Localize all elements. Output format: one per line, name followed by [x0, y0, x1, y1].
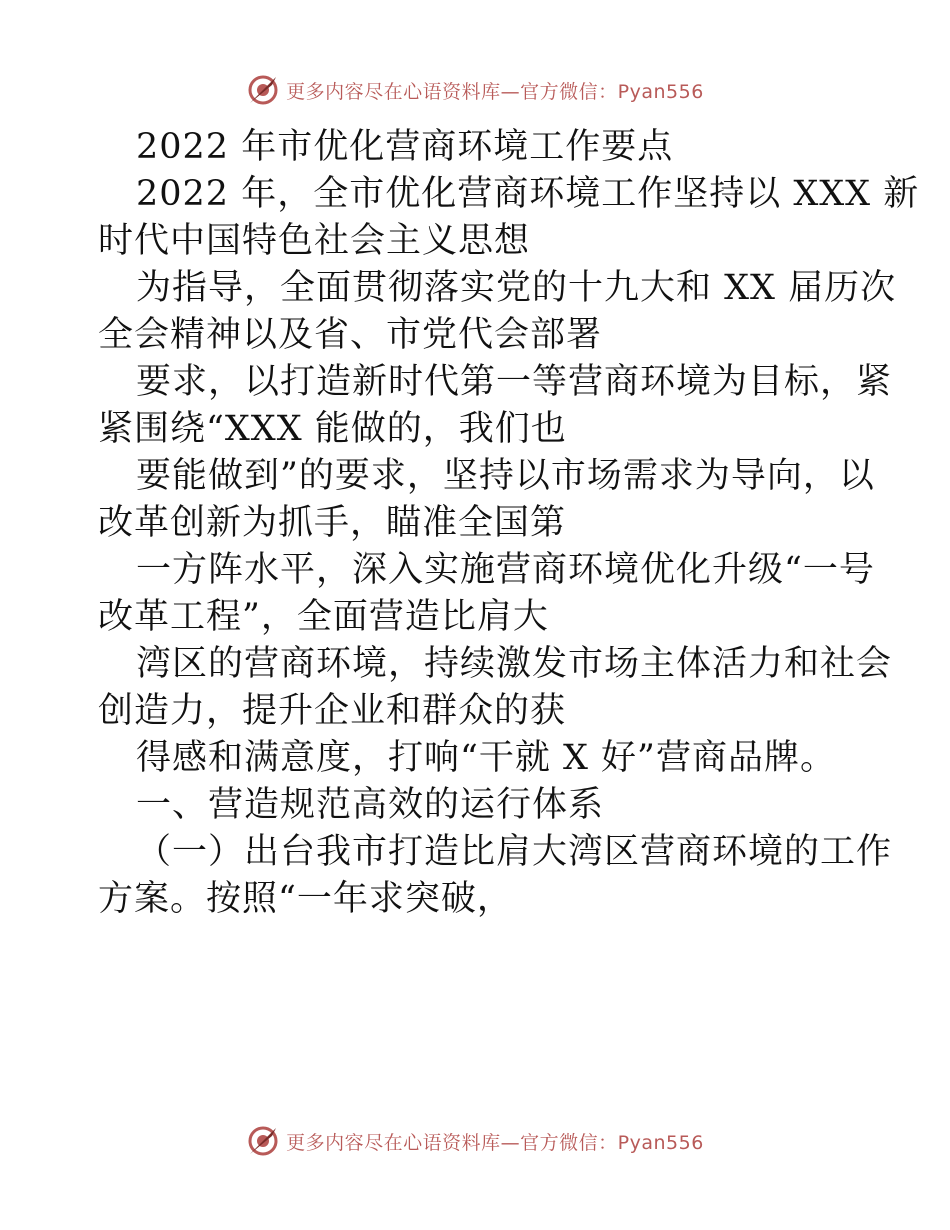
- text-line: 要能做到”的要求，坚持以市场需求为导向，以: [136, 456, 875, 496]
- watermark-text: 更多内容尽在心语资料库—官方微信：Pyan556: [286, 1131, 704, 1154]
- pen-logo-icon: [246, 73, 280, 107]
- text-line: 2022 年，全市优化营商环境工作坚持以 XXX 新: [136, 174, 920, 214]
- pen-logo-icon: [246, 1124, 280, 1158]
- watermark-text: 更多内容尽在心语资料库—官方微信：Pyan556: [286, 80, 704, 103]
- text-line: 为指导，全面贯彻落实党的十九大和 XX 届历次: [136, 268, 897, 308]
- text-line: 湾区的营商环境，持续激发市场主体活力和社会: [136, 644, 893, 684]
- document-body: [98, 124, 920, 923]
- text-line: 改革工程”，全面营造比肩大: [98, 597, 549, 637]
- text-line: （一）出台我市打造比肩大湾区营商环境的工作: [136, 832, 893, 872]
- header-watermark: [0, 70, 950, 110]
- text-line: 全会精神以及省、市党代会部署: [98, 315, 603, 355]
- text-line: 2022 年市优化营商环境工作要点: [136, 127, 674, 167]
- text-line: 改革创新为抓手，瞄准全国第: [98, 503, 567, 543]
- text-line: 方案。按照“一年求突破，: [98, 879, 513, 919]
- text-line: 一、营造规范高效的运行体系: [136, 785, 605, 825]
- footer-watermark: [0, 1121, 950, 1161]
- text-line: 得感和满意度，打响“干就 X 好”营商品牌。: [136, 738, 836, 778]
- text-line: 一方阵水平，深入实施营商环境优化升级“一号: [136, 550, 875, 590]
- text-line: 创造力，提升企业和群众的获: [98, 691, 567, 731]
- text-line: 时代中国特色社会主义思想: [98, 221, 531, 261]
- text-line: 紧围绕“XXX 能做的，我们也: [98, 409, 567, 449]
- text-line: 要求，以打造新时代第一等营商环境为目标，紧: [136, 362, 893, 402]
